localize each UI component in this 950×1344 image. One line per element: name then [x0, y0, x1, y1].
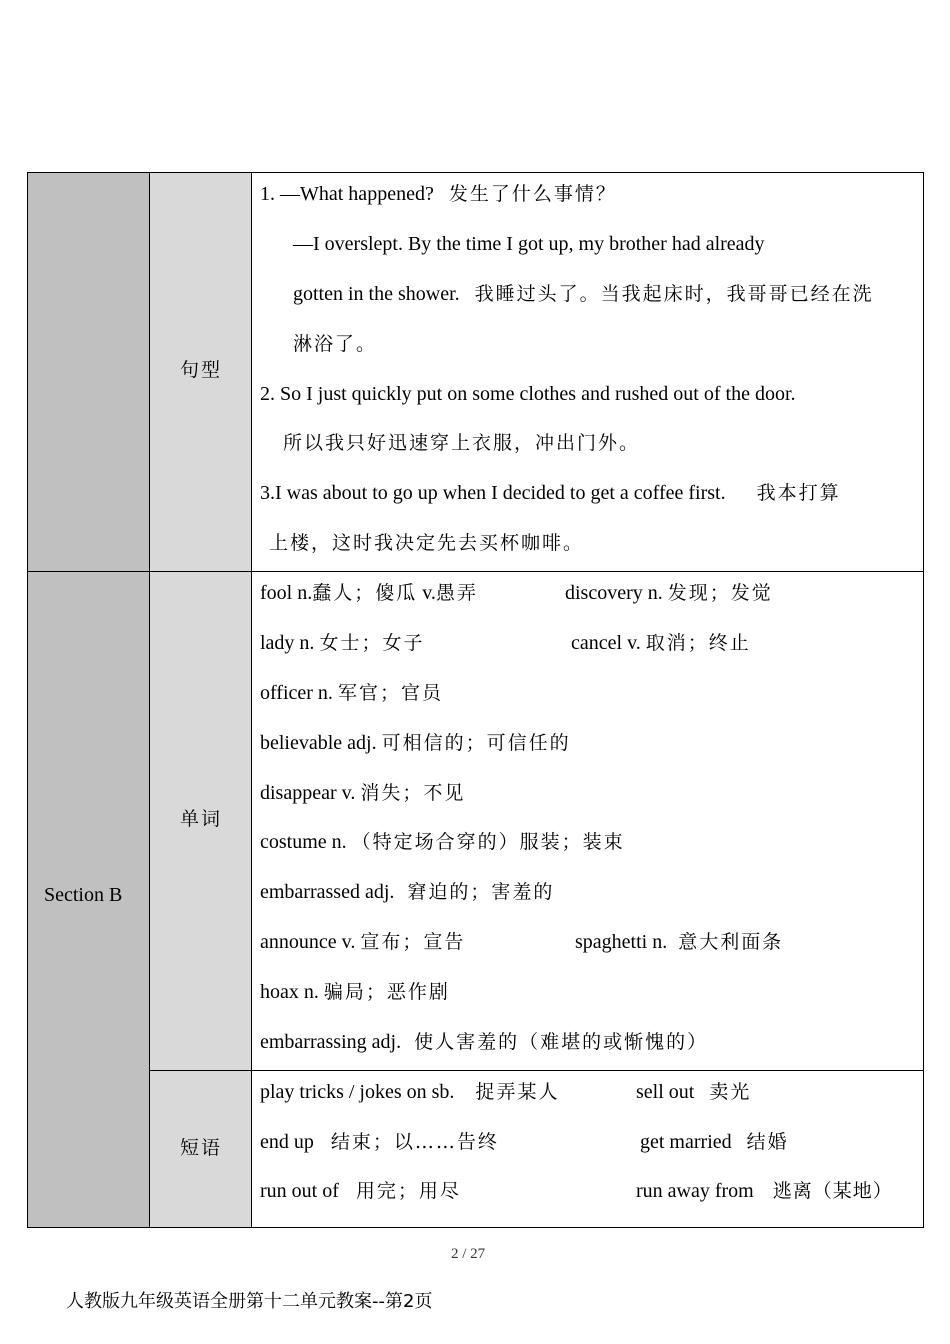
word-cn: 蠢人；傻瓜: [312, 582, 418, 604]
phrase-cn: 结束；以……告终: [330, 1131, 499, 1153]
word-en: believable adj.: [260, 732, 377, 754]
word-line-2: [260, 631, 424, 655]
word-cn: （特定场合穿的）服装；装束: [351, 831, 625, 853]
word-cn: 军官；官员: [337, 682, 443, 704]
table-divider-row2: [149, 1070, 924, 1071]
phrase-line-1: [260, 1080, 559, 1104]
section-b-heading: Section B: [44, 884, 123, 906]
sentence-line-6: [283, 431, 640, 455]
sentence-en: 1. —What happened?: [260, 183, 434, 205]
word-line-4: [260, 731, 571, 755]
sentence-cn: 所以我只好迅速穿上衣服，冲出门外。: [283, 432, 641, 454]
page-number: 2 / 27: [451, 1246, 486, 1262]
phrase-en: end up: [260, 1131, 314, 1153]
word-en: fool n.: [260, 582, 313, 604]
sentence-cn: 上楼，这时我决定先去买杯咖啡。: [269, 532, 585, 554]
word-line-8b: [575, 930, 783, 954]
sentence-line-2: [293, 232, 765, 256]
word-cn: 女士；女子: [319, 632, 425, 654]
word-line-3: [260, 681, 443, 705]
word-cn: 可相信的；可信任的: [381, 732, 571, 754]
phrase-en: run away from: [636, 1180, 754, 1202]
phrase-cn: 捉弄某人: [475, 1081, 560, 1103]
sentence-en: 3.I was about to go up when I decided to get a coffee first.: [260, 482, 726, 504]
word-cn: 窘迫的；害羞的: [407, 881, 555, 903]
phrase-en: play tricks / jokes on sb.: [260, 1081, 455, 1103]
sentence-en: 2. So I just quickly put on some clothes and rushed out of the door.: [260, 383, 796, 405]
word-cn: 意大利面条: [678, 931, 784, 953]
table-border-left: [27, 172, 28, 1228]
sentence-line-3: [293, 282, 874, 306]
word-line-5: [260, 781, 465, 805]
table-col-divider-1: [149, 172, 150, 1228]
phrase-line-3b: [636, 1179, 893, 1203]
word-en: announce v.: [260, 931, 356, 953]
sentence-line-7: [260, 481, 841, 505]
word-en: discovery n.: [565, 582, 663, 604]
word-cn: 骗局；恶作剧: [323, 981, 450, 1003]
word-cn: 宣布；宣告: [360, 931, 466, 953]
word-en: hoax n.: [260, 981, 319, 1003]
phrase-line-2: [260, 1130, 499, 1154]
document-caption: 人教版九年级英语全册第十二单元教案--第2页: [66, 1291, 433, 1312]
phrase-line-3: [260, 1179, 461, 1203]
phrase-en: sell out: [636, 1081, 695, 1103]
sentence-line-5: [260, 382, 796, 406]
word-cn: 取消；终止: [645, 632, 751, 654]
word-en: embarrassing adj.: [260, 1031, 402, 1053]
word-line-2b: [571, 631, 751, 655]
phrase-line-1b: [636, 1080, 751, 1104]
word-cn: 发现；发觉: [667, 582, 773, 604]
table-border-right: [923, 172, 924, 1228]
word-line-1: [260, 581, 478, 605]
sentence-cn: 我本打算: [756, 482, 841, 504]
phrase-cn: 用完；用尽: [355, 1180, 461, 1202]
phrase-line-2b: [640, 1130, 789, 1154]
sentence-cn: 淋浴了。: [293, 333, 378, 355]
sentence-line-1: [260, 182, 617, 206]
sentence-line-8: [269, 531, 584, 555]
section-col-bg: [28, 173, 149, 1228]
word-en: embarrassed adj.: [260, 881, 395, 903]
phrase-cn: 卖光: [709, 1081, 752, 1103]
words-label: 单词: [180, 808, 223, 830]
word-line-9: [260, 980, 450, 1004]
table-divider-row1: [27, 571, 924, 572]
word-en: lady n.: [260, 632, 315, 654]
word-en: cancel v.: [571, 632, 641, 654]
sentence-en: —I overslept. By the time I got up, my brother had already: [293, 233, 765, 255]
word-en: disappear v.: [260, 782, 356, 804]
table-border-top: [27, 172, 924, 173]
phrase-en: get married: [640, 1131, 732, 1153]
sentence-en: gotten in the shower.: [293, 283, 460, 305]
sentence-cn: 发生了什么事情？: [448, 183, 617, 205]
table-col-divider-2: [251, 172, 252, 1228]
word-line-10: [260, 1030, 708, 1054]
word-cn: 愚弄: [435, 582, 478, 604]
word-cn: 消失；不见: [360, 782, 466, 804]
word-en: v.: [422, 582, 436, 604]
phrase-cn: 逃离（某地）: [772, 1180, 893, 1202]
word-cn: 使人害羞的（难堪的或惭愧的）: [414, 1031, 709, 1053]
word-en: spaghetti n.: [575, 931, 668, 953]
phrases-label: 短语: [180, 1137, 223, 1159]
word-line-8: [260, 930, 465, 954]
phrase-en: run out of: [260, 1180, 339, 1202]
word-line-7: [260, 880, 554, 904]
sentence-line-4: [293, 332, 377, 356]
word-en: costume n.: [260, 831, 347, 853]
phrase-cn: 结婚: [746, 1131, 789, 1153]
sentence-patterns-label: 句型: [180, 359, 223, 381]
sentence-cn: 我睡过头了。当我起床时，我哥哥已经在洗: [474, 283, 874, 305]
word-line-6: [260, 830, 625, 854]
word-line-1b: [565, 581, 773, 605]
table-border-bottom: [27, 1227, 924, 1228]
word-en: officer n.: [260, 682, 333, 704]
